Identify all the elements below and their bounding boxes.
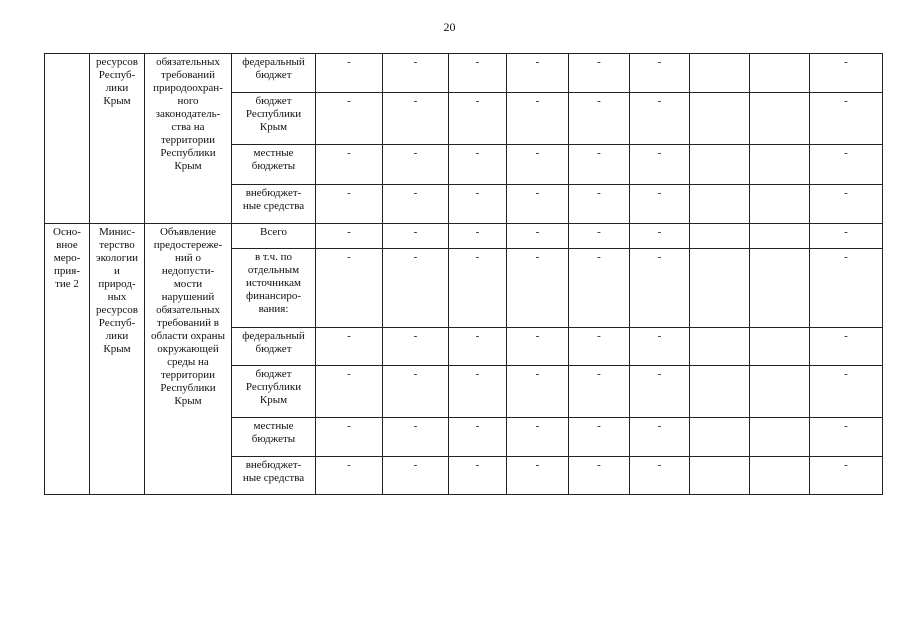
value-cell: -	[507, 185, 569, 224]
measure-description-cell: Объявление предостереже- ний о недопусти- мости нарушений обязательных требований в области охраны окружающей среды на территории Республики Крым	[145, 224, 232, 495]
value-cell: -	[507, 457, 569, 495]
value-cell: -	[449, 328, 507, 366]
value-cell: -	[810, 224, 883, 249]
value-cell: -	[630, 328, 690, 366]
financing-table	[44, 53, 883, 495]
value-cell: -	[810, 185, 883, 224]
value-cell: -	[507, 54, 569, 93]
measure-description-cell: обязательных требований природоохран- ного законодатель- ства на территории Республики Крым	[145, 54, 232, 224]
value-cell: -	[630, 145, 690, 185]
value-cell: -	[810, 54, 883, 93]
funding-source-cell: федеральный бюджет	[232, 54, 316, 93]
value-cell: -	[316, 249, 383, 328]
value-cell	[690, 418, 750, 457]
value-cell: -	[449, 93, 507, 145]
value-cell: -	[383, 224, 449, 249]
value-cell	[690, 249, 750, 328]
value-cell: -	[810, 93, 883, 145]
value-cell: -	[630, 249, 690, 328]
table-row	[45, 224, 883, 249]
value-cell: -	[383, 328, 449, 366]
funding-source-cell: местные бюджеты	[232, 145, 316, 185]
value-cell: -	[507, 145, 569, 185]
value-cell: -	[569, 224, 630, 249]
value-cell: -	[383, 185, 449, 224]
value-cell	[690, 185, 750, 224]
value-cell: -	[630, 457, 690, 495]
value-cell: -	[569, 54, 630, 93]
value-cell: -	[316, 145, 383, 185]
value-cell: -	[449, 418, 507, 457]
value-cell: -	[569, 457, 630, 495]
value-cell	[750, 366, 810, 418]
funding-source-cell: бюджет Республики Крым	[232, 366, 316, 418]
value-cell: -	[630, 224, 690, 249]
value-cell: -	[630, 185, 690, 224]
value-cell: -	[569, 185, 630, 224]
value-cell	[750, 93, 810, 145]
value-cell: -	[383, 145, 449, 185]
value-cell	[750, 54, 810, 93]
value-cell	[690, 457, 750, 495]
value-cell: -	[449, 366, 507, 418]
value-cell: -	[316, 328, 383, 366]
value-cell: -	[383, 457, 449, 495]
value-cell: -	[507, 418, 569, 457]
value-cell: -	[316, 418, 383, 457]
value-cell: -	[383, 418, 449, 457]
value-cell	[750, 457, 810, 495]
value-cell	[690, 145, 750, 185]
value-cell: -	[507, 224, 569, 249]
value-cell: -	[630, 366, 690, 418]
value-cell: -	[569, 249, 630, 328]
value-cell: -	[383, 249, 449, 328]
value-cell	[750, 145, 810, 185]
measure-code-cell	[45, 54, 90, 224]
value-cell: -	[569, 418, 630, 457]
table-body	[45, 54, 883, 495]
value-cell	[750, 418, 810, 457]
value-cell: -	[383, 366, 449, 418]
value-cell: -	[810, 366, 883, 418]
funding-source-cell: в т.ч. по отдельным источникам финансиро- вания:	[232, 249, 316, 328]
value-cell: -	[810, 418, 883, 457]
value-cell	[750, 185, 810, 224]
value-cell: -	[316, 54, 383, 93]
funding-source-cell: бюджет Республики Крым	[232, 93, 316, 145]
value-cell: -	[383, 54, 449, 93]
value-cell: -	[316, 185, 383, 224]
value-cell: -	[569, 93, 630, 145]
value-cell: -	[810, 145, 883, 185]
executor-cell: Минис- терство экологии и природ- ных ресурсов Респуб- лики Крым	[90, 224, 145, 495]
value-cell	[750, 224, 810, 249]
value-cell: -	[569, 366, 630, 418]
funding-source-cell: Всего	[232, 224, 316, 249]
value-cell: -	[507, 366, 569, 418]
value-cell: -	[630, 54, 690, 93]
value-cell: -	[810, 457, 883, 495]
value-cell: -	[810, 328, 883, 366]
value-cell	[690, 54, 750, 93]
funding-source-cell: местные бюджеты	[232, 418, 316, 457]
funding-source-cell: внебюджет- ные средства	[232, 457, 316, 495]
value-cell: -	[383, 93, 449, 145]
measure-code-cell: Осно- вное меро- прия- тие 2	[45, 224, 90, 495]
value-cell: -	[449, 145, 507, 185]
value-cell: -	[569, 328, 630, 366]
value-cell	[750, 249, 810, 328]
value-cell: -	[810, 249, 883, 328]
value-cell: -	[507, 93, 569, 145]
value-cell	[690, 93, 750, 145]
executor-cell: ресурсов Респуб- лики Крым	[90, 54, 145, 224]
value-cell: -	[316, 457, 383, 495]
value-cell	[750, 328, 810, 366]
value-cell: -	[449, 54, 507, 93]
value-cell: -	[507, 328, 569, 366]
value-cell: -	[449, 457, 507, 495]
value-cell: -	[316, 224, 383, 249]
funding-source-cell: внебюджет- ные средства	[232, 185, 316, 224]
value-cell	[690, 366, 750, 418]
value-cell	[690, 328, 750, 366]
page-number: 20	[443, 20, 456, 34]
funding-source-cell: федеральный бюджет	[232, 328, 316, 366]
value-cell: -	[316, 93, 383, 145]
value-cell: -	[569, 145, 630, 185]
value-cell: -	[630, 93, 690, 145]
value-cell: -	[449, 185, 507, 224]
value-cell	[690, 224, 750, 249]
table-row	[45, 54, 883, 93]
value-cell: -	[316, 366, 383, 418]
value-cell: -	[449, 249, 507, 328]
value-cell: -	[449, 224, 507, 249]
value-cell: -	[507, 249, 569, 328]
value-cell: -	[630, 418, 690, 457]
